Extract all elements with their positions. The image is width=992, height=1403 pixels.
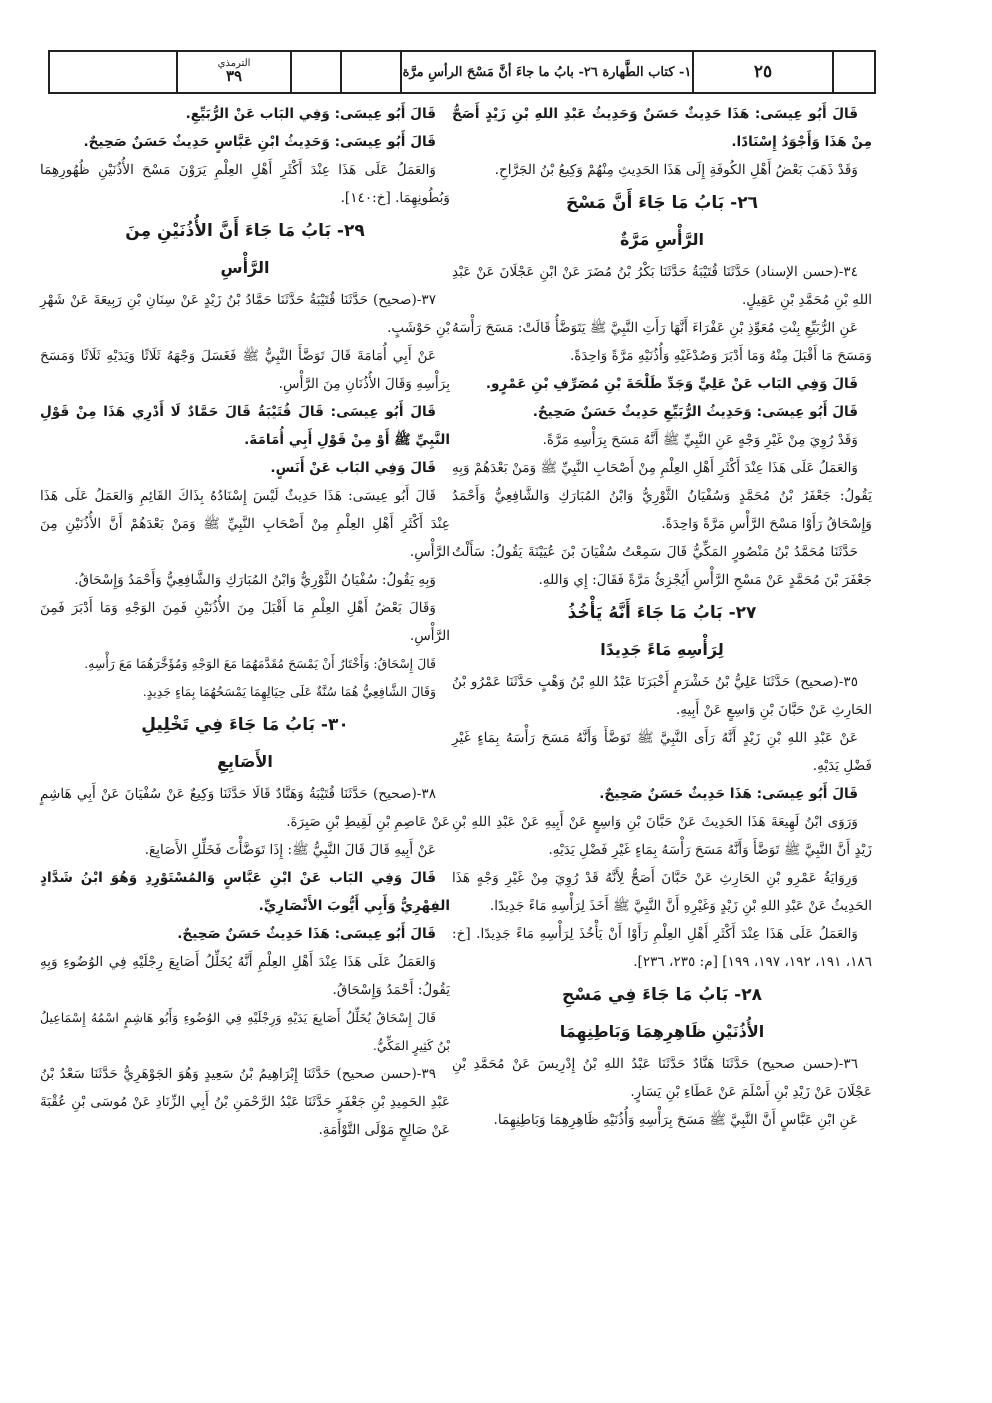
paragraph: قَالَ وَفِي البَاب عَنْ عَلِيٍّ وَجَدِّ طَلْحَةَ بْنِ مُصَرِّفِ بْنِ عَمْرٍو. bbox=[485, 376, 858, 392]
header-cell-empty bbox=[340, 52, 400, 92]
running-title: ١- كتاب الطَّهارة ٢٦- بابُ ما جاءَ أنَّ مَسْحَ الرأسِ مرَّة bbox=[400, 52, 692, 92]
paragraph: وَقَالَ بَعْضُ أَهْلِ العِلْمِ مَا أَقْبَلَ مِنَ الأُذُنَيْنِ فَمِنَ الوَجْهِ وَمَا أَدْبَرَ فَمِنَ الرَّأْسِ. bbox=[40, 600, 450, 644]
chapter-heading: الأُذُنَيْنِ ظَاهِرِهِمَا وَبَاطِنِهِمَا bbox=[559, 1022, 765, 1041]
paragraph: قَالَ أَبُو عِيسَى: وَفِي البَاب عَنْ الرُّبَيِّعِ. bbox=[185, 106, 436, 122]
chapter-heading: ٢٨- بَابُ مَا جَاءَ فِي مَسْحِ bbox=[562, 985, 762, 1005]
paragraph: قَالَ أَبُو عِيسَى: هَذَا حَدِيثٌ حَسَنٌ صَحِيحٌ. bbox=[177, 926, 436, 942]
paragraph: وَالعَمَلُ عَلَى هَذَا عِنْدَ أَكْثَرِ أَهْلِ العِلْمِ مِنْ أَصْحَابِ النَّبِيِّ ﷺ وَمَنْ بَعْدَهُمْ وَبِهِ يَقُولُ: جَعْفَرُ بْنُ مُحَمَّدٍ وَسُفْيَانُ الثَّوْرِيُّ وَابْنُ المُبَارَكِ وَالشَّافِعِيُّ وَأَحْمَدُ وَإِسْحَاقُ رَأَوْا مَسْحَ الرَّأْسِ مَرَّةً وَاحِدَةً. bbox=[452, 460, 872, 532]
left-column bbox=[40, 100, 450, 1144]
hadith-paragraph: ٣٨-(صحيح) حَدَّثَنَا قُتَيْبَةُ وَهَنَّادٌ قَالَا حَدَّثَنَا وَكِيعٌ عَنْ سُفْيَانَ عَنْ أَبِي هَاشِمٍ عَنْ عَاصِمِ بْنِ لَقِيطِ بْنِ صَبِرَةَ. bbox=[40, 786, 450, 830]
paragraph: وَالعَمَلُ عَلَى هَذَا عِنْدَ أَكْثَرِ أَهْلِ العِلْمِ يَرَوْنَ مَسْحَ الأُذُنَيْنِ ظُهُورِهِمَا وَبُطُونِهِمَا. [خ:١٤٠]. bbox=[40, 162, 450, 206]
chapter-heading: الأَصَابِعِ bbox=[217, 752, 273, 771]
chapter-heading: الرَّأْسِ مَرَّةٌ bbox=[620, 230, 704, 249]
paragraph: قَالَ أَبُو عِيسَى: وَحَدِيثُ ابْنِ عَبَّاسٍ حَدِيثٌ حَسَنٌ صَحِيحٌ. bbox=[83, 134, 436, 150]
paragraph: قَالَ أَبُو عِيسَى: قَالَ قُتَيْبَةُ قَالَ حَمَّادٌ لَا أَدْرِي هَذَا مِنْ قَوْلِ النَّبِيِّ ﷺ أَوْ مِنْ قَوْلِ أَبِي أُمَامَةَ. bbox=[40, 404, 450, 448]
paragraph: عَنِ الرُّبَيِّعِ بِنْتِ مُعَوِّذِ بْنِ عَفْرَاءَ أَنَّهَا رَأَتِ النَّبِيَّ ﷺ يَتَوَضَّأُ قَالَتْ: مَسَحَ رَأْسَهُ وَمَسَحَ مَا أَقْبَلَ مِنْهُ وَمَا أَدْبَرَ وَصُدْغَيْهِ وَأُذُنَيْهِ مَرَّةً وَاحِدَةً. bbox=[452, 320, 872, 364]
chapter-heading: ٣٠- بَابُ مَا جَاءَ فِي تَخْلِيلِ bbox=[141, 715, 349, 735]
paragraph: وَالعَمَلُ عَلَى هَذَا عِنْدَ أَكْثَرِ أَهْلِ العِلْمِ رَأَوْا أَنْ يَأْخُذَ لِرَأْسِهِ مَاءً جَدِيدًا. [خ: ١٨٦، ١٩١، ١٩٢، ١٩٧، ١٩٩] [م: ٢٣٥، ٢٣٦]. bbox=[452, 926, 872, 970]
paragraph: قَالَ إِسْحَاقُ: وَأَخْتَارُ أَنْ يَمْسَحَ مُقَدَّمَهُمَا مَعَ الوَجْهِ وَمُؤَخَّرَهُمَا مَعَ رَأْسِهِ. bbox=[84, 656, 436, 671]
paragraph: قَالَ أَبُو عِيسَى: وَحَدِيثُ الرُّبَيِّعِ حَدِيثٌ حَسَنٌ صَحِيحٌ. bbox=[532, 404, 858, 420]
chapter-heading: ٢٧- بَابُ مَا جَاءَ أَنَّهُ يَأْخُذُ bbox=[567, 603, 757, 623]
header-cell-empty bbox=[50, 52, 176, 92]
header-cell-empty bbox=[290, 52, 340, 92]
hadith-paragraph: ٣٦-(حسن صحيح) حَدَّثَنَا هَنَّادٌ حَدَّثَنَا عَبْدُ اللهِ بْنُ إِدْرِيسَ عَنْ مُحَمَّدِ بْنِ عَجْلَانَ عَنْ زَيْدِ بْنِ أَسْلَمَ عَنْ عَطَاءِ بْنِ يَسَارٍ. bbox=[452, 1056, 872, 1100]
paragraph: عَنْ عَبْدِ اللهِ بْنِ زَيْدٍ أَنَّهُ رَأَى النَّبِيَّ ﷺ تَوَضَّأَ وَأَنَّهُ مَسَحَ رَأْسَهُ بِمَاءٍ غَيْرِ فَضْلِ يَدَيْهِ. bbox=[452, 730, 872, 774]
paragraph: وَبِهِ يَقُولُ: سُفْيَانُ الثَّوْرِيُّ وَابْنُ المُبَارَكِ وَالشَّافِعِيُّ وَأَحْمَدُ وَإِسْحَاقُ. bbox=[74, 572, 436, 588]
source-label: الترمذي bbox=[217, 57, 251, 69]
chapter-heading: لِرَأْسِهِ مَاءً جَدِيدًا bbox=[600, 640, 724, 659]
paragraph: قَالَ أَبُو عِيسَى: هَذَا حَدِيثٌ حَسَنٌ وَحَدِيثُ عَبْدِ اللهِ بْنِ زَيْدٍ أَصَحُّ مِنْ هَذَا وَأَجْوَدُ إِسْنَادًا. bbox=[452, 106, 872, 150]
right-column bbox=[452, 100, 872, 1134]
page-number: ٢٥ bbox=[692, 52, 832, 92]
hadith-paragraph: ٣٩-(حسن صحيح) حَدَّثَنَا إِبْرَاهِيمُ بْنُ سَعِيدٍ وَهُوَ الجَوْهَرِيُّ حَدَّثَنَا سَعْدُ بْنُ عَبْدِ الحَمِيدِ بْنِ جَعْفَرٍ حَدَّثَنَا عَبْدُ الرَّحْمَنِ بْنُ أَبِي الزِّنَادِ عَنْ مُوسَى بْنِ عُقْبَةَ عَنْ صَالِحٍ مَوْلَى التَّوْأَمَةِ. bbox=[40, 1066, 450, 1138]
chapter-heading: ٢٩- بَابُ مَا جَاءَ أَنَّ الأُذُنَيْنِ مِنَ bbox=[125, 221, 365, 241]
paragraph: حَدَّثَنَا مُحَمَّدُ بْنُ مَنْصُورٍ المَكِّيُّ قَالَ سَمِعْتُ سُفْيَانَ بْنَ عُيَيْنَةَ يَقُولُ: سَأَلْتُ جَعْفَرَ بْنَ مُحَمَّدٍ عَنْ مَسْحِ الرَّأْسِ أَيُجْزِئُ مَرَّةً فَقَالَ: إِي وَاللهِ. bbox=[452, 544, 872, 588]
paragraph: وَرِوَايَةُ عَمْرِو بْنِ الحَارِثِ عَنْ حَبَّانَ أَصَحُّ لِأَنَّهُ قَدْ رُوِيَ مِنْ غَيْرِ وَجْهٍ هَذَا الحَدِيثُ عَنْ عَبْدِ اللهِ بْنِ زَيْدٍ وَغَيْرِهِ أَنَّ النَّبِيَّ ﷺ أَخَذَ لِرَأْسِهِ مَاءً جَدِيدًا. bbox=[452, 870, 872, 914]
source-number: ٣٩ bbox=[225, 67, 243, 86]
paragraph: قَالَ وَفِي البَاب عَنْ ابْنِ عَبَّاسٍ وَالمُسْتَوْرِدِ وَهُوَ ابْنُ شَدَّادٍ الفِهْرِيُّ وَأَبِي أَيُّوبَ الأَنْصَارِيِّ. bbox=[40, 870, 450, 914]
hadith-paragraph: ٣٥-(صحيح) حَدَّثَنَا عَلِيُّ بْنُ خَشْرَمٍ أَخْبَرَنَا عَبْدُ اللهِ بْنُ وَهْبٍ حَدَّثَنَا عَمْرُو بْنُ الحَارِثِ عَنْ حَبَّانَ بْنِ وَاسِعٍ عَنْ أَبِيهِ. bbox=[452, 674, 872, 718]
paragraph: عَنِ ابْنِ عَبَّاسٍ أَنَّ النَّبِيَّ ﷺ مَسَحَ بِرَأْسِهِ وَأُذُنَيْهِ ظَاهِرِهِمَا وَبَاطِنِهِمَا. bbox=[493, 1112, 858, 1128]
hadith-paragraph: ٣٤-(حسن الإسناد) حَدَّثَنَا قُتَيْبَةُ حَدَّثَنَا بَكْرُ بْنُ مُضَرَ عَنْ ابْنِ عَجْلَانَ عَنْ عَبْدِ اللهِ بْنِ مُحَمَّدِ بْنِ عَقِيلٍ. bbox=[452, 264, 872, 308]
paragraph: وَرَوَى ابْنُ لَهِيعَةَ هَذَا الحَدِيثَ عَنْ حَبَّانَ بْنِ وَاسِعٍ عَنْ أَبِيهِ عَنْ عَبْدِ اللهِ بْنِ زَيْدٍ أَنَّ النَّبِيَّ ﷺ تَوَضَّأَ وَأَنَّهُ مَسَحَ رَأْسَهُ بِمَاءٍ غَيْرِ فَضْلِ يَدَيْهِ. bbox=[452, 814, 872, 858]
paragraph: وَقَالَ الشَّافِعِيُّ هُمَا سُنَّةٌ عَلَى حِيَالِهِمَا يَمْسَحُهُمَا بِمَاءٍ جَدِيدٍ. bbox=[142, 684, 436, 699]
paragraph: عَنْ أَبِيهِ قَالَ قَالَ النَّبِيُّ ﷺ: إِذَا تَوَضَّأْتَ فَخَلِّلِ الأَصَابِعَ. bbox=[144, 842, 436, 858]
paragraph: عَنْ أَبِي أُمَامَةَ قَالَ تَوَضَّأَ النَّبِيُّ ﷺ فَغَسَلَ وَجْهَهُ ثَلَاثًا وَيَدَيْهِ ثَلَاثًا وَمَسَحَ بِرَأْسِهِ وَقَالَ الأُذُنَانِ مِنَ الرَّأْسِ. bbox=[40, 348, 450, 392]
header-cell-empty bbox=[832, 52, 874, 92]
paragraph: قَالَ أَبُو عِيسَى: هَذَا حَدِيثٌ لَيْسَ إِسْنَادُهُ بِذَاكَ القَائِمِ وَالعَمَلُ عَلَى هَذَا عِنْدَ أَكْثَرِ أَهْلِ العِلْمِ مِنْ أَصْحَابِ النَّبِيِّ ﷺ وَمَنْ بَعْدَهُمْ أَنَّ الأُذُنَيْنِ مِنَ الرَّأْسِ. bbox=[40, 488, 450, 560]
running-header bbox=[48, 50, 876, 94]
chapter-heading: الرَّأْسِ bbox=[220, 258, 270, 277]
paragraph: وَقَدْ ذَهَبَ بَعْضُ أَهْلِ الكُوفَةِ إِلَى هَذَا الحَدِيثِ مِنْهُمْ وَكِيعُ بْنُ الجَرَّاحِ. bbox=[494, 162, 858, 178]
paragraph: وَالعَمَلُ عَلَى هَذَا عِنْدَ أَهْلِ العِلْمِ أَنَّهُ يُخَلِّلُ أَصَابِعَ رِجْلَيْهِ فِي الوُضُوءِ وَبِهِ يَقُولُ: أَحْمَدُ وَإِسْحَاقُ. bbox=[40, 954, 450, 998]
hadith-paragraph: ٣٧-(صحيح) حَدَّثَنَا قُتَيْبَةُ حَدَّثَنَا حَمَّادُ بْنُ زَيْدٍ عَنْ سِنَانِ بْنِ رَبِيعَةَ عَنْ شَهْرِ بْنِ حَوْشَبٍ. bbox=[40, 292, 450, 336]
paragraph: قَالَ أَبُو عِيسَى: هَذَا حَدِيثٌ حَسَنٌ صَحِيحٌ. bbox=[599, 786, 858, 802]
source-reference bbox=[176, 52, 290, 92]
paragraph: وَقَدْ رُوِيَ مِنْ غَيْرِ وَجْهٍ عَنِ النَّبِيِّ ﷺ أَنَّهُ مَسَحَ بِرَأْسِهِ مَرَّةً. bbox=[542, 432, 858, 448]
paragraph: قَالَ وَفِي البَاب عَنْ أَنَسٍ. bbox=[270, 460, 436, 476]
chapter-heading: ٢٦- بَابُ مَا جَاءَ أَنَّ مَسْحَ bbox=[566, 193, 758, 213]
paragraph: قَالَ إِسْحَاقُ يُخَلِّلُ أَصَابِعَ يَدَيْهِ وَرِجْلَيْهِ فِي الوُضُوءِ وَأَبُو هَاشِمٍ اسْمُهُ إِسْمَاعِيلُ بْنُ كَثِيرٍ المَكِّيُّ. bbox=[40, 1010, 450, 1053]
